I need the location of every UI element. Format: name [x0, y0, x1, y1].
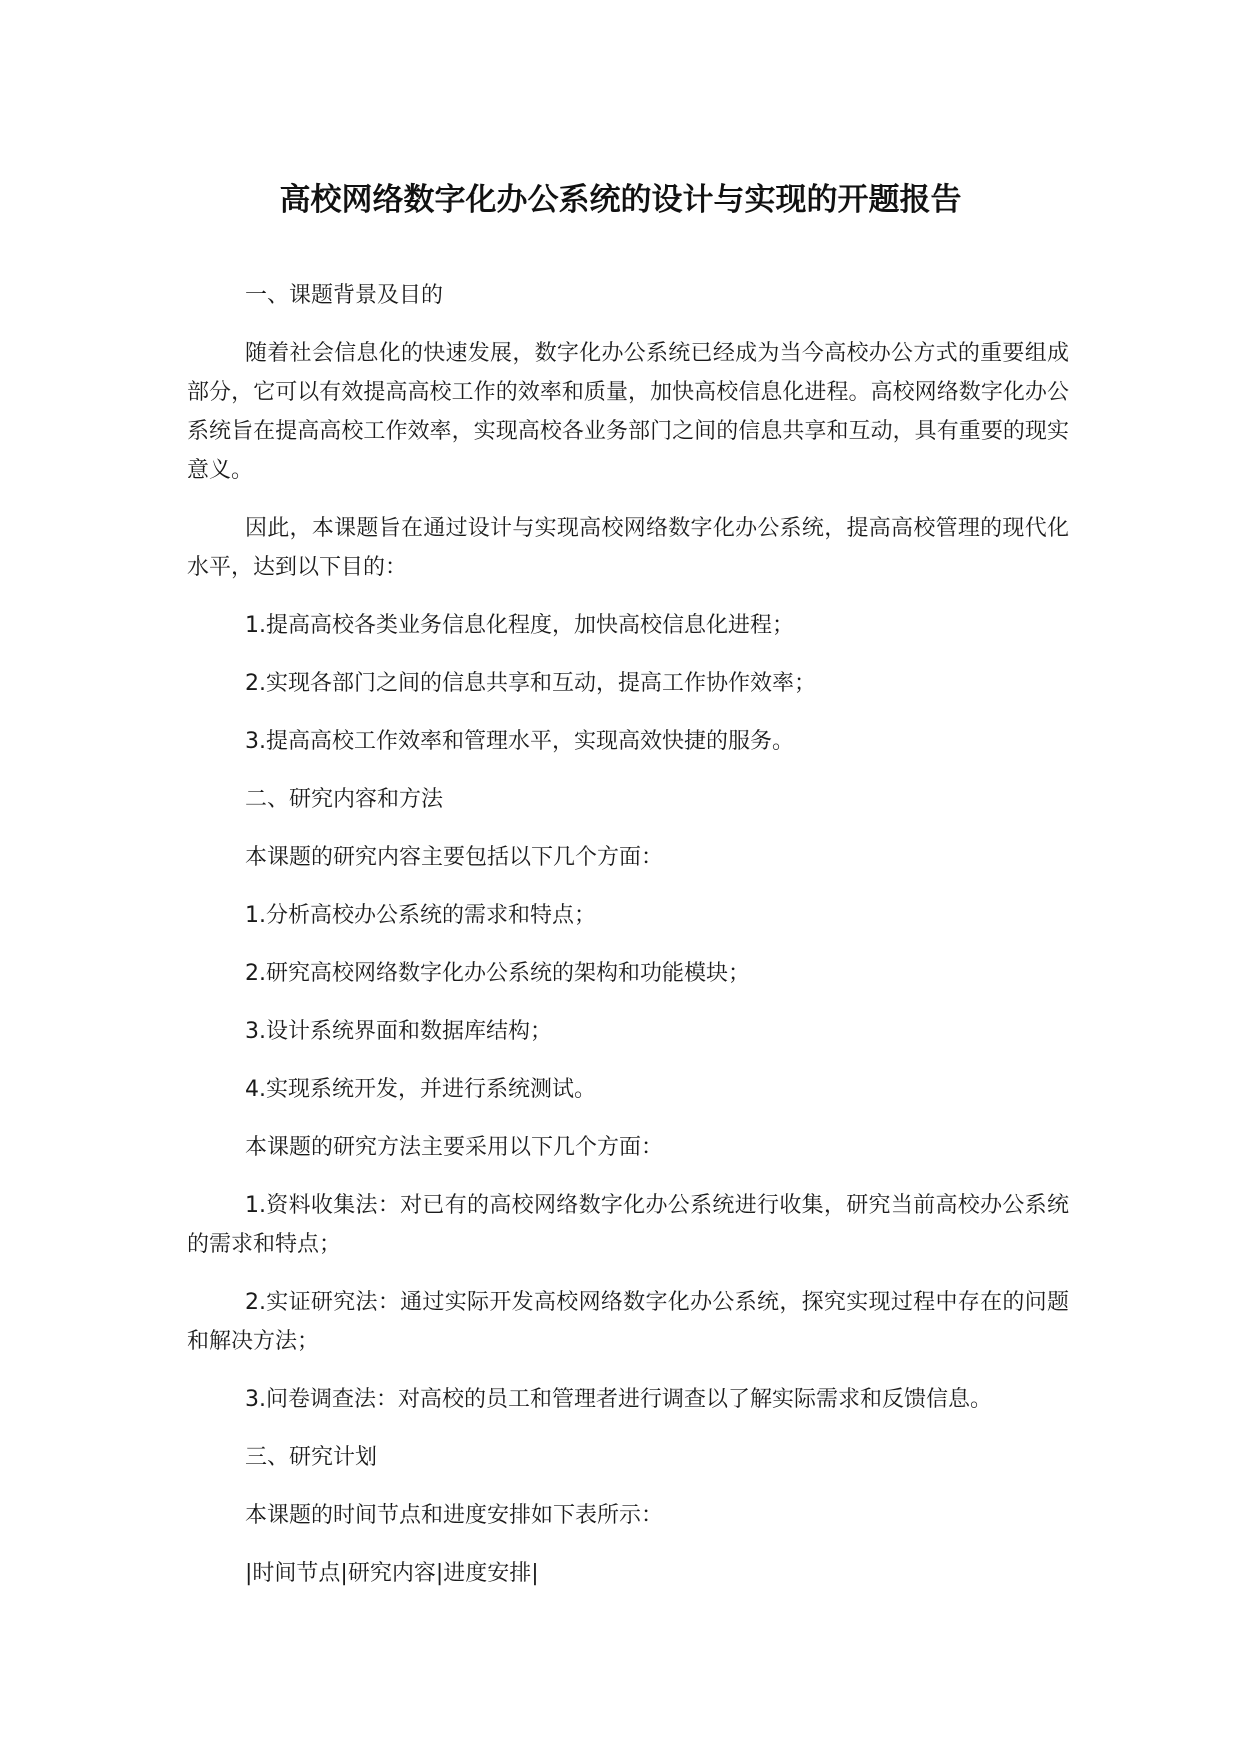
- paragraph-content-intro: 本课题的研究内容主要包括以下几个方面：: [245, 845, 664, 870]
- paragraph-methods-intro: 本课题的研究方法主要采用以下几个方面：: [245, 1135, 664, 1160]
- document-title: 高校网络数字化办公系统的设计与实现的开题报告: [279, 182, 962, 218]
- paragraph-purpose-intro: 因此，本课题旨在通过设计与实现高校网络数字化办公系统，提高高校管理的现代化水平，达到以下目的：: [187, 516, 1069, 580]
- document-body: [187, 276, 1069, 1612]
- content-item-4: 4.实现系统开发，并进行系统测试。: [245, 1077, 596, 1102]
- purpose-item-3: 3.提高高校工作效率和管理水平，实现高效快捷的服务。: [245, 729, 794, 754]
- section-heading-background: 一、课题背景及目的: [245, 283, 444, 308]
- content-item-3: 3.设计系统界面和数据库结构；: [245, 1019, 552, 1044]
- paragraph-schedule-intro: 本课题的时间节点和进度安排如下表所示：: [245, 1503, 664, 1528]
- method-item-2: 2.实证研究法：通过实际开发高校网络数字化办公系统，探究实现过程中存在的问题和解决方法；: [187, 1290, 1069, 1354]
- content-item-1: 1.分析高校办公系统的需求和特点；: [245, 903, 596, 928]
- method-item-1: 1.资料收集法：对已有的高校网络数字化办公系统进行收集，研究当前高校办公系统的需求和特点；: [187, 1193, 1069, 1257]
- section-heading-research-plan: 三、研究计划: [245, 1445, 378, 1470]
- schedule-table-header: |时间节点|研究内容|进度安排|: [245, 1561, 539, 1586]
- method-item-3: 3.问卷调查法：对高校的员工和管理者进行调查以了解实际需求和反馈信息。: [245, 1387, 992, 1412]
- section-heading-content-methods: 二、研究内容和方法: [245, 787, 444, 812]
- content-item-2: 2.研究高校网络数字化办公系统的架构和功能模块；: [245, 961, 750, 986]
- paragraph-background: 随着社会信息化的快速发展，数字化办公系统已经成为当今高校办公方式的重要组成部分，它可以有效提高高校工作的效率和质量，加快高校信息化进程。高校网络数字化办公系统旨在提高高校工作效率，实现高校各业务部门之间的信息共享和互动，具有重要的现实意义。: [187, 341, 1069, 483]
- purpose-item-2: 2.实现各部门之间的信息共享和互动，提高工作协作效率；: [245, 671, 816, 696]
- purpose-item-1: 1.提高高校各类业务信息化程度，加快高校信息化进程；: [245, 613, 794, 638]
